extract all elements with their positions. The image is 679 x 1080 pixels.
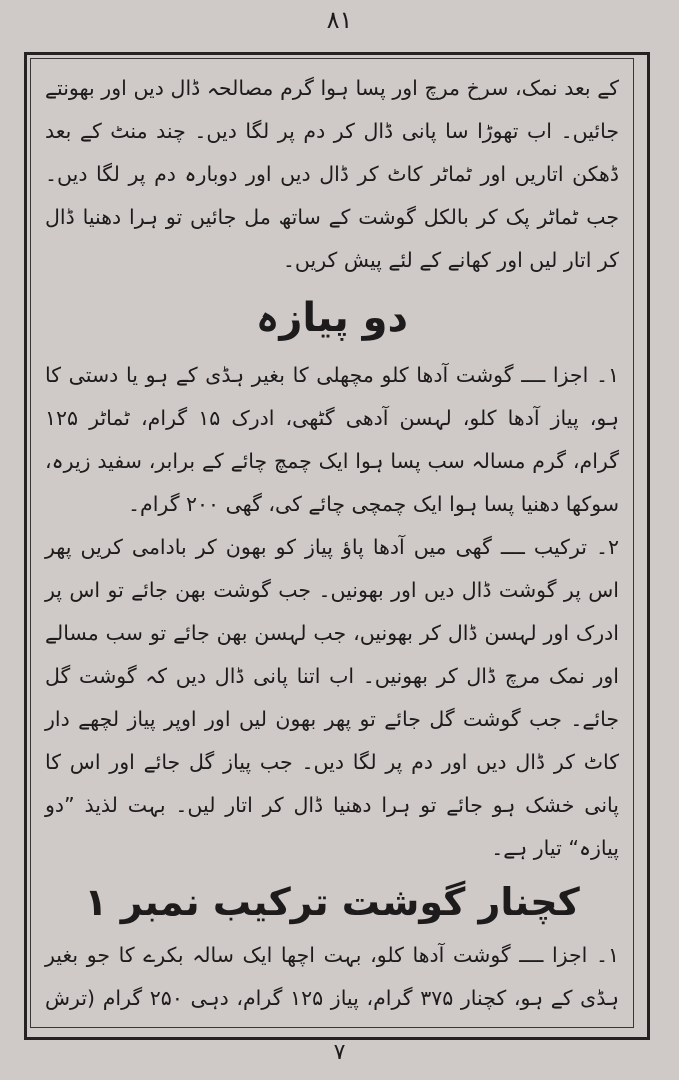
recipe1-ingredients: ۱۔ اجزا ــــ گوشت آدھا کلو مچھلی کا بغیر ہڈی کے ہو یا دستی کا ہو، پیاز آدھا کلو، لہسن آدھی گٹھی، ادرک ۱۵ گرام، ٹماٹر ۱۲۵ گرام، گرم مسالہ سب پسا ہوا ایک چمچ چائے کے برابر، سفید زیرہ، سوکھا دھنیا پسا ہوا ایک چمچی چائے کی، گھی ۲۰۰ گرام۔ bbox=[45, 363, 619, 516]
recipe-title-kachnar-gosht: کچنار گوشت ترکیب نمبر ۱ bbox=[84, 880, 580, 924]
page-content bbox=[31, 59, 633, 1028]
recipe2-ingredients: ۱۔ اجزا ــــ گوشت آدھا کلو، بہت اچھا ایک سالہ بکرے کا جو بغیر ہڈی کے ہو، کچنار ۳۷۵ گرام، پیاز ۱۲۵ گرام، دہی ۲۵۰ گرام (ترش bbox=[45, 943, 619, 1010]
recipe1-method: ۲۔ ترکیب ــــ گھی میں آدھا پاؤ پیاز کو بھون کر بادامی کریں پھر اس پر گوشت ڈال دیں اور بھونیں۔ جب گوشت بھن جائے تو اس پر ادرک اور لہسن ڈال کر بھونیں، جب لہسن بھن جائے تو سب مسالے اور نمک مرچ ڈال کر بھونیں۔ اب اتنا پانی ڈال دیں کہ گوشت گل جائے۔ جب گوشت گل جائے تو پھر بھون لیں اور اوپر پیاز لچھے دار کاٹ کر ڈال دیں اور دم پر لگا دیں۔ جب پیاز گل جائے اور اس کا پانی خشک ہو جائے تو ہرا دھنیا ڈال کر اتار لیں۔ بہت لذیذ ”دو پیازہ“ تیار ہے۔ bbox=[45, 535, 619, 860]
intro-paragraph: کے بعد نمک، سرخ مرچ اور پسا ہوا گرم مصالحہ ڈال دیں اور بھونتے جائیں۔ اب تھوڑا سا پانی ڈال کر دم پر لگا دیں۔ چند منٹ کے بعد ڈھکن اتاریں اور ٹماٹر کاٹ کر ڈال دیں اور دوبارہ دم پر لگا دیں۔ جب ٹماٹر پک کر بالکل گوشت کے ساتھ مل جائیں تو ہرا دھنیا ڈال کر اتار لیں اور کھانے کے لئے پیش کریں۔ bbox=[45, 76, 619, 272]
page-number-bottom: ۷ bbox=[333, 1040, 346, 1065]
page-number-top: ۸۱ bbox=[326, 6, 353, 34]
recipe-title-do-piaza: دو پیازہ bbox=[255, 295, 409, 341]
page-border-inner bbox=[30, 58, 634, 1028]
